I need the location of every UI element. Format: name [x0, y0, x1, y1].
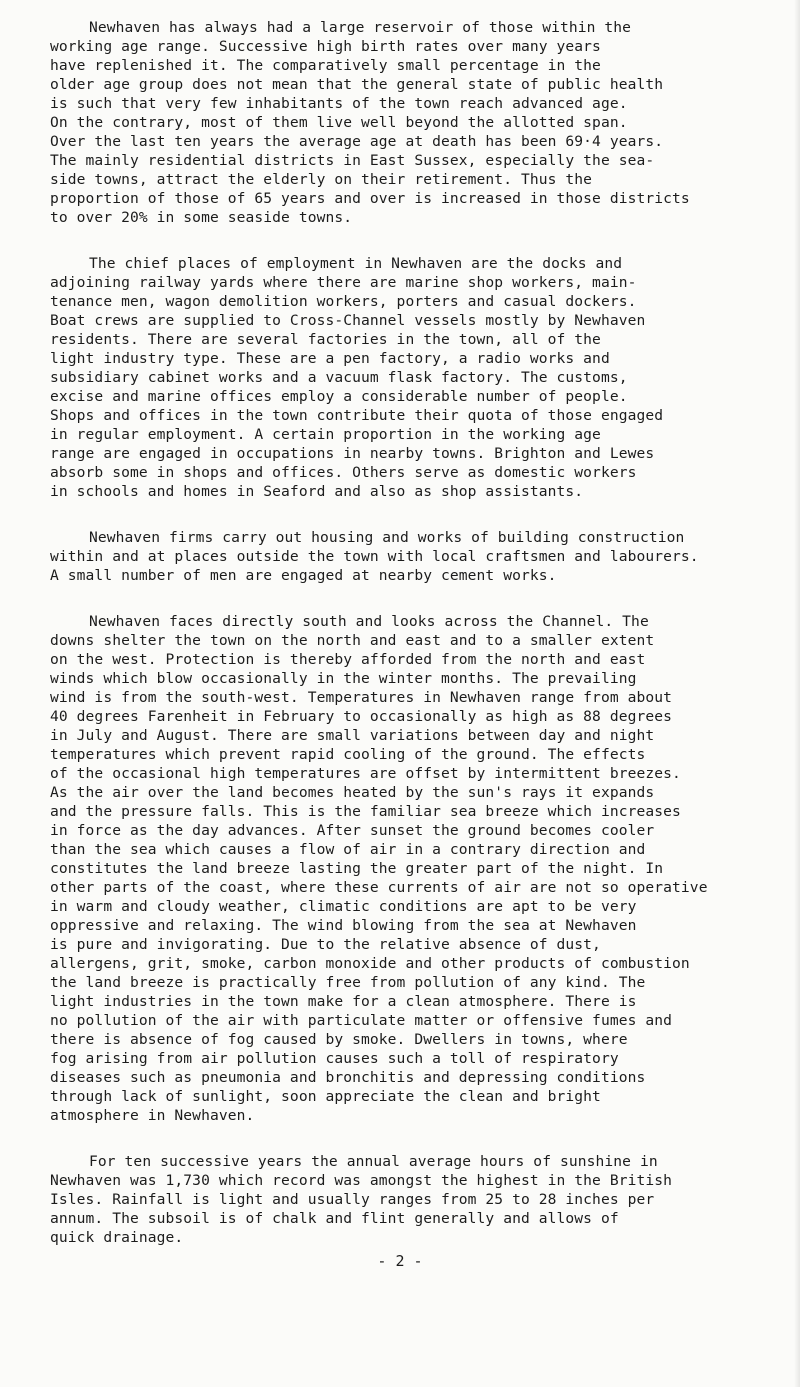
- text-line: Newhaven faces directly south and looks across the Channel. The: [89, 613, 649, 630]
- text-line: Boat crews are supplied to Cross-Channel vessels mostly by Newhaven: [50, 312, 646, 329]
- text-line: in July and August. There are small variations between day and night: [50, 727, 655, 744]
- text-line: light industry type. These are a pen factory, a radio works and: [50, 350, 610, 367]
- text-line: The mainly residential districts in East Sussex, especially the sea-: [50, 152, 655, 169]
- text-line: constitutes the land breeze lasting the greater part of the night. In: [50, 860, 664, 877]
- text-line: diseases such as pneumonia and bronchitis and depressing conditions: [50, 1069, 646, 1086]
- body-text: [50, 18, 780, 1274]
- text-line: Shops and offices in the town contribute their quota of those engaged: [50, 407, 664, 424]
- text-line: in schools and homes in Seaford and also as shop assistants.: [50, 483, 584, 500]
- text-line: 40 degrees Farenheit in February to occasionally as high as 88 degrees: [50, 708, 673, 725]
- text-line: For ten successive years the annual average hours of sunshine in: [89, 1153, 658, 1170]
- text-line: winds which blow occasionally in the winter months. The prevailing: [50, 670, 637, 687]
- text-line: oppressive and relaxing. The wind blowing from the sea at Newhaven: [50, 917, 637, 934]
- text-line: older age group does not mean that the general state of public health: [50, 76, 664, 93]
- text-line: have replenished it. The comparatively small percentage in the: [50, 57, 601, 74]
- text-line: is such that very few inhabitants of the town reach advanced age.: [50, 95, 628, 112]
- page-number: - 2 -: [377, 1252, 423, 1270]
- text-line: range are engaged in occupations in nearby towns. Brighton and Lewes: [50, 445, 655, 462]
- text-line: allergens, grit, smoke, carbon monoxide and other products of combustion: [50, 955, 690, 972]
- text-line: temperatures which prevent rapid cooling of the ground. The effects: [50, 746, 646, 763]
- page-edge-shadow: [794, 0, 800, 1387]
- paragraph-population-age: [50, 18, 780, 227]
- text-line: side towns, attract the elderly on their retirement. Thus the: [50, 171, 593, 188]
- text-line: quick drainage.: [50, 1229, 184, 1246]
- text-line: of the occasional high temperatures are offset by intermittent breezes.: [50, 765, 681, 782]
- paragraph-climate: [50, 612, 780, 1125]
- text-line: Over the last ten years the average age at death has been 69·4 years.: [50, 133, 664, 150]
- text-line: and the pressure falls. This is the familiar sea breeze which increases: [50, 803, 681, 820]
- text-line: annum. The subsoil is of chalk and flint generally and allows of: [50, 1210, 619, 1227]
- text-line: there is absence of fog caused by smoke. Dwellers in towns, where: [50, 1031, 628, 1048]
- text-line: on the west. Protection is thereby afforded from the north and east: [50, 651, 646, 668]
- text-line: proportion of those of 65 years and over is increased in those districts: [50, 190, 690, 207]
- text-line: is pure and invigorating. Due to the relative absence of dust,: [50, 936, 601, 953]
- paragraph-employment: [50, 254, 780, 501]
- text-line: A small number of men are engaged at nearby cement works.: [50, 567, 557, 584]
- text-line: tenance men, wagon demolition workers, porters and casual dockers.: [50, 293, 637, 310]
- text-line: to over 20% in some seaside towns.: [50, 209, 353, 226]
- text-line: in regular employment. A certain proportion in the working age: [50, 426, 601, 443]
- text-line: Isles. Rainfall is light and usually ranges from 25 to 28 inches per: [50, 1191, 655, 1208]
- text-line: The chief places of employment in Newhaven are the docks and: [89, 255, 623, 272]
- paragraph-building-firms: [50, 528, 780, 585]
- text-line: through lack of sunlight, soon appreciate the clean and bright: [50, 1088, 601, 1105]
- text-line: Newhaven firms carry out housing and works of building construction: [89, 529, 685, 546]
- text-line: in force as the day advances. After sunset the ground becomes cooler: [50, 822, 655, 839]
- text-line: On the contrary, most of them live well beyond the allotted span.: [50, 114, 628, 131]
- text-line: adjoining railway yards where there are marine shop workers, main-: [50, 274, 637, 291]
- text-line: other parts of the coast, where these currents of air are not so operative: [50, 879, 708, 896]
- text-line: working age range. Successive high birth rates over many years: [50, 38, 601, 55]
- text-line: excise and marine offices employ a considerable number of people.: [50, 388, 628, 405]
- text-line: subsidiary cabinet works and a vacuum flask factory. The customs,: [50, 369, 628, 386]
- text-line: atmosphere in Newhaven.: [50, 1107, 255, 1124]
- text-line: within and at places outside the town with local craftsmen and labourers.: [50, 548, 699, 565]
- text-line: wind is from the south-west. Temperatures in Newhaven range from about: [50, 689, 673, 706]
- text-line: than the sea which causes a flow of air in a contrary direction and: [50, 841, 646, 858]
- text-line: fog arising from air pollution causes such a toll of respiratory: [50, 1050, 619, 1067]
- paragraph-sunshine-rainfall: [50, 1152, 780, 1247]
- text-line: no pollution of the air with particulate matter or offensive fumes and: [50, 1012, 673, 1029]
- text-line: light industries in the town make for a clean atmosphere. There is: [50, 993, 637, 1010]
- text-line: As the air over the land becomes heated by the sun's rays it expands: [50, 784, 655, 801]
- text-line: Newhaven was 1,730 which record was amongst the highest in the British: [50, 1172, 673, 1189]
- text-line: the land breeze is practically free from pollution of any kind. The: [50, 974, 646, 991]
- text-line: residents. There are several factories in the town, all of the: [50, 331, 601, 348]
- text-line: absorb some in shops and offices. Others serve as domestic workers: [50, 464, 637, 481]
- text-line: Newhaven has always had a large reservoir of those within the: [89, 19, 632, 36]
- text-line: in warm and cloudy weather, climatic conditions are apt to be very: [50, 898, 637, 915]
- text-line: downs shelter the town on the north and east and to a smaller extent: [50, 632, 655, 649]
